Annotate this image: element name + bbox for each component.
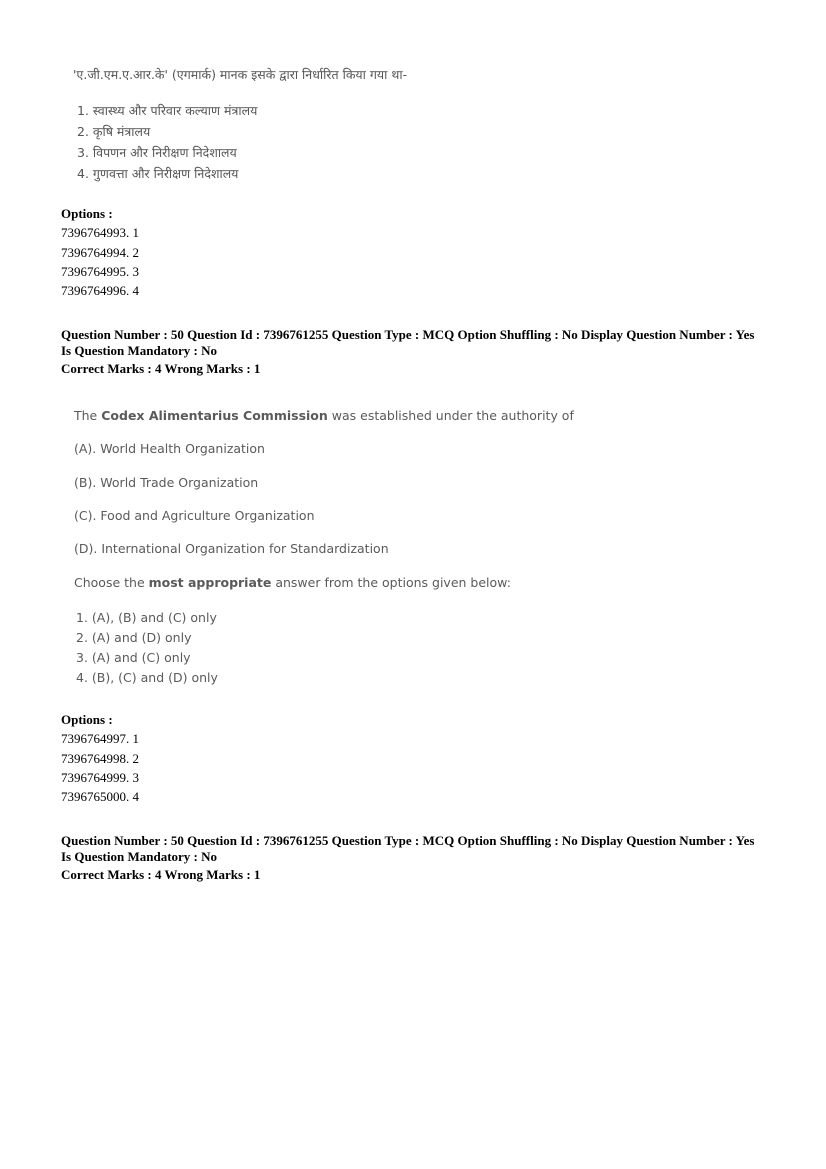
answer-choices-hindi bbox=[77, 100, 257, 184]
statement-b: (B). World Trade Organization bbox=[74, 475, 259, 490]
instruction-part: answer from the options given below: bbox=[271, 575, 511, 590]
meta-line: Question Number : 50 Question Id : 7396761255 Question Type : MCQ Option Shuffling : No Display Question Number : Yes bbox=[61, 327, 755, 342]
question-meta-next bbox=[61, 833, 801, 883]
option-id: 7396764993. 1 bbox=[61, 225, 139, 241]
answer-choices bbox=[76, 608, 218, 688]
question-text-part: The bbox=[74, 408, 102, 423]
option-id: 7396764999. 3 bbox=[61, 769, 139, 785]
choice-item: 3. विपणन और निरीक्षण निदेशालय bbox=[77, 145, 237, 160]
option-id: 7396765000. 4 bbox=[61, 789, 139, 805]
statement-c: (C). Food and Agriculture Organization bbox=[74, 508, 315, 523]
choice-item: 3. (A) and (C) only bbox=[76, 650, 191, 665]
options-title: Options : bbox=[61, 712, 113, 727]
choice-item: 2. (A) and (D) only bbox=[76, 630, 192, 645]
question-text-part: was established under the authority of bbox=[327, 408, 574, 423]
options-block-q49 bbox=[61, 204, 139, 300]
meta-line: Question Number : 50 Question Id : 7396761255 Question Type : MCQ Option Shuffling : No Display Question Number : Yes bbox=[61, 833, 755, 848]
choice-item: 2. कृषि मंत्रालय bbox=[77, 124, 151, 139]
meta-line: Is Question Mandatory : No bbox=[61, 849, 218, 864]
instruction-text bbox=[74, 575, 511, 590]
option-id: 7396764995. 3 bbox=[61, 263, 139, 279]
option-id: 7396764994. 2 bbox=[61, 244, 139, 260]
meta-line: Correct Marks : 4 Wrong Marks : 1 bbox=[61, 361, 261, 376]
meta-line: Correct Marks : 4 Wrong Marks : 1 bbox=[61, 867, 261, 882]
instruction-part: Choose the bbox=[74, 575, 149, 590]
options-block-q50 bbox=[61, 710, 139, 806]
choice-item: 1. (A), (B) and (C) only bbox=[76, 610, 217, 625]
question-text-bold: Codex Alimentarius Commission bbox=[101, 408, 328, 423]
choice-item: 1. स्वास्थ्य और परिवार कल्याण मंत्रालय bbox=[77, 103, 258, 118]
statement-d: (D). International Organization for Standardization bbox=[74, 541, 389, 556]
choice-item: 4. (B), (C) and (D) only bbox=[76, 670, 218, 685]
question-text-hindi: 'ए.जी.एम.ए.आर.के' (एगमार्क) मानक इसके द्वारा निर्धारित किया गया था- bbox=[73, 67, 408, 82]
question-text bbox=[74, 408, 574, 423]
option-id: 7396764998. 2 bbox=[61, 750, 139, 766]
choice-item: 4. गुणवत्ता और निरीक्षण निदेशालय bbox=[77, 166, 239, 181]
question-meta-q50 bbox=[61, 327, 801, 377]
instruction-bold: most appropriate bbox=[148, 575, 272, 590]
option-id: 7396764997. 1 bbox=[61, 731, 139, 747]
meta-line: Is Question Mandatory : No bbox=[61, 343, 218, 358]
option-id: 7396764996. 4 bbox=[61, 283, 139, 299]
options-title: Options : bbox=[61, 206, 113, 221]
statement-a: (A). World Health Organization bbox=[74, 441, 265, 456]
